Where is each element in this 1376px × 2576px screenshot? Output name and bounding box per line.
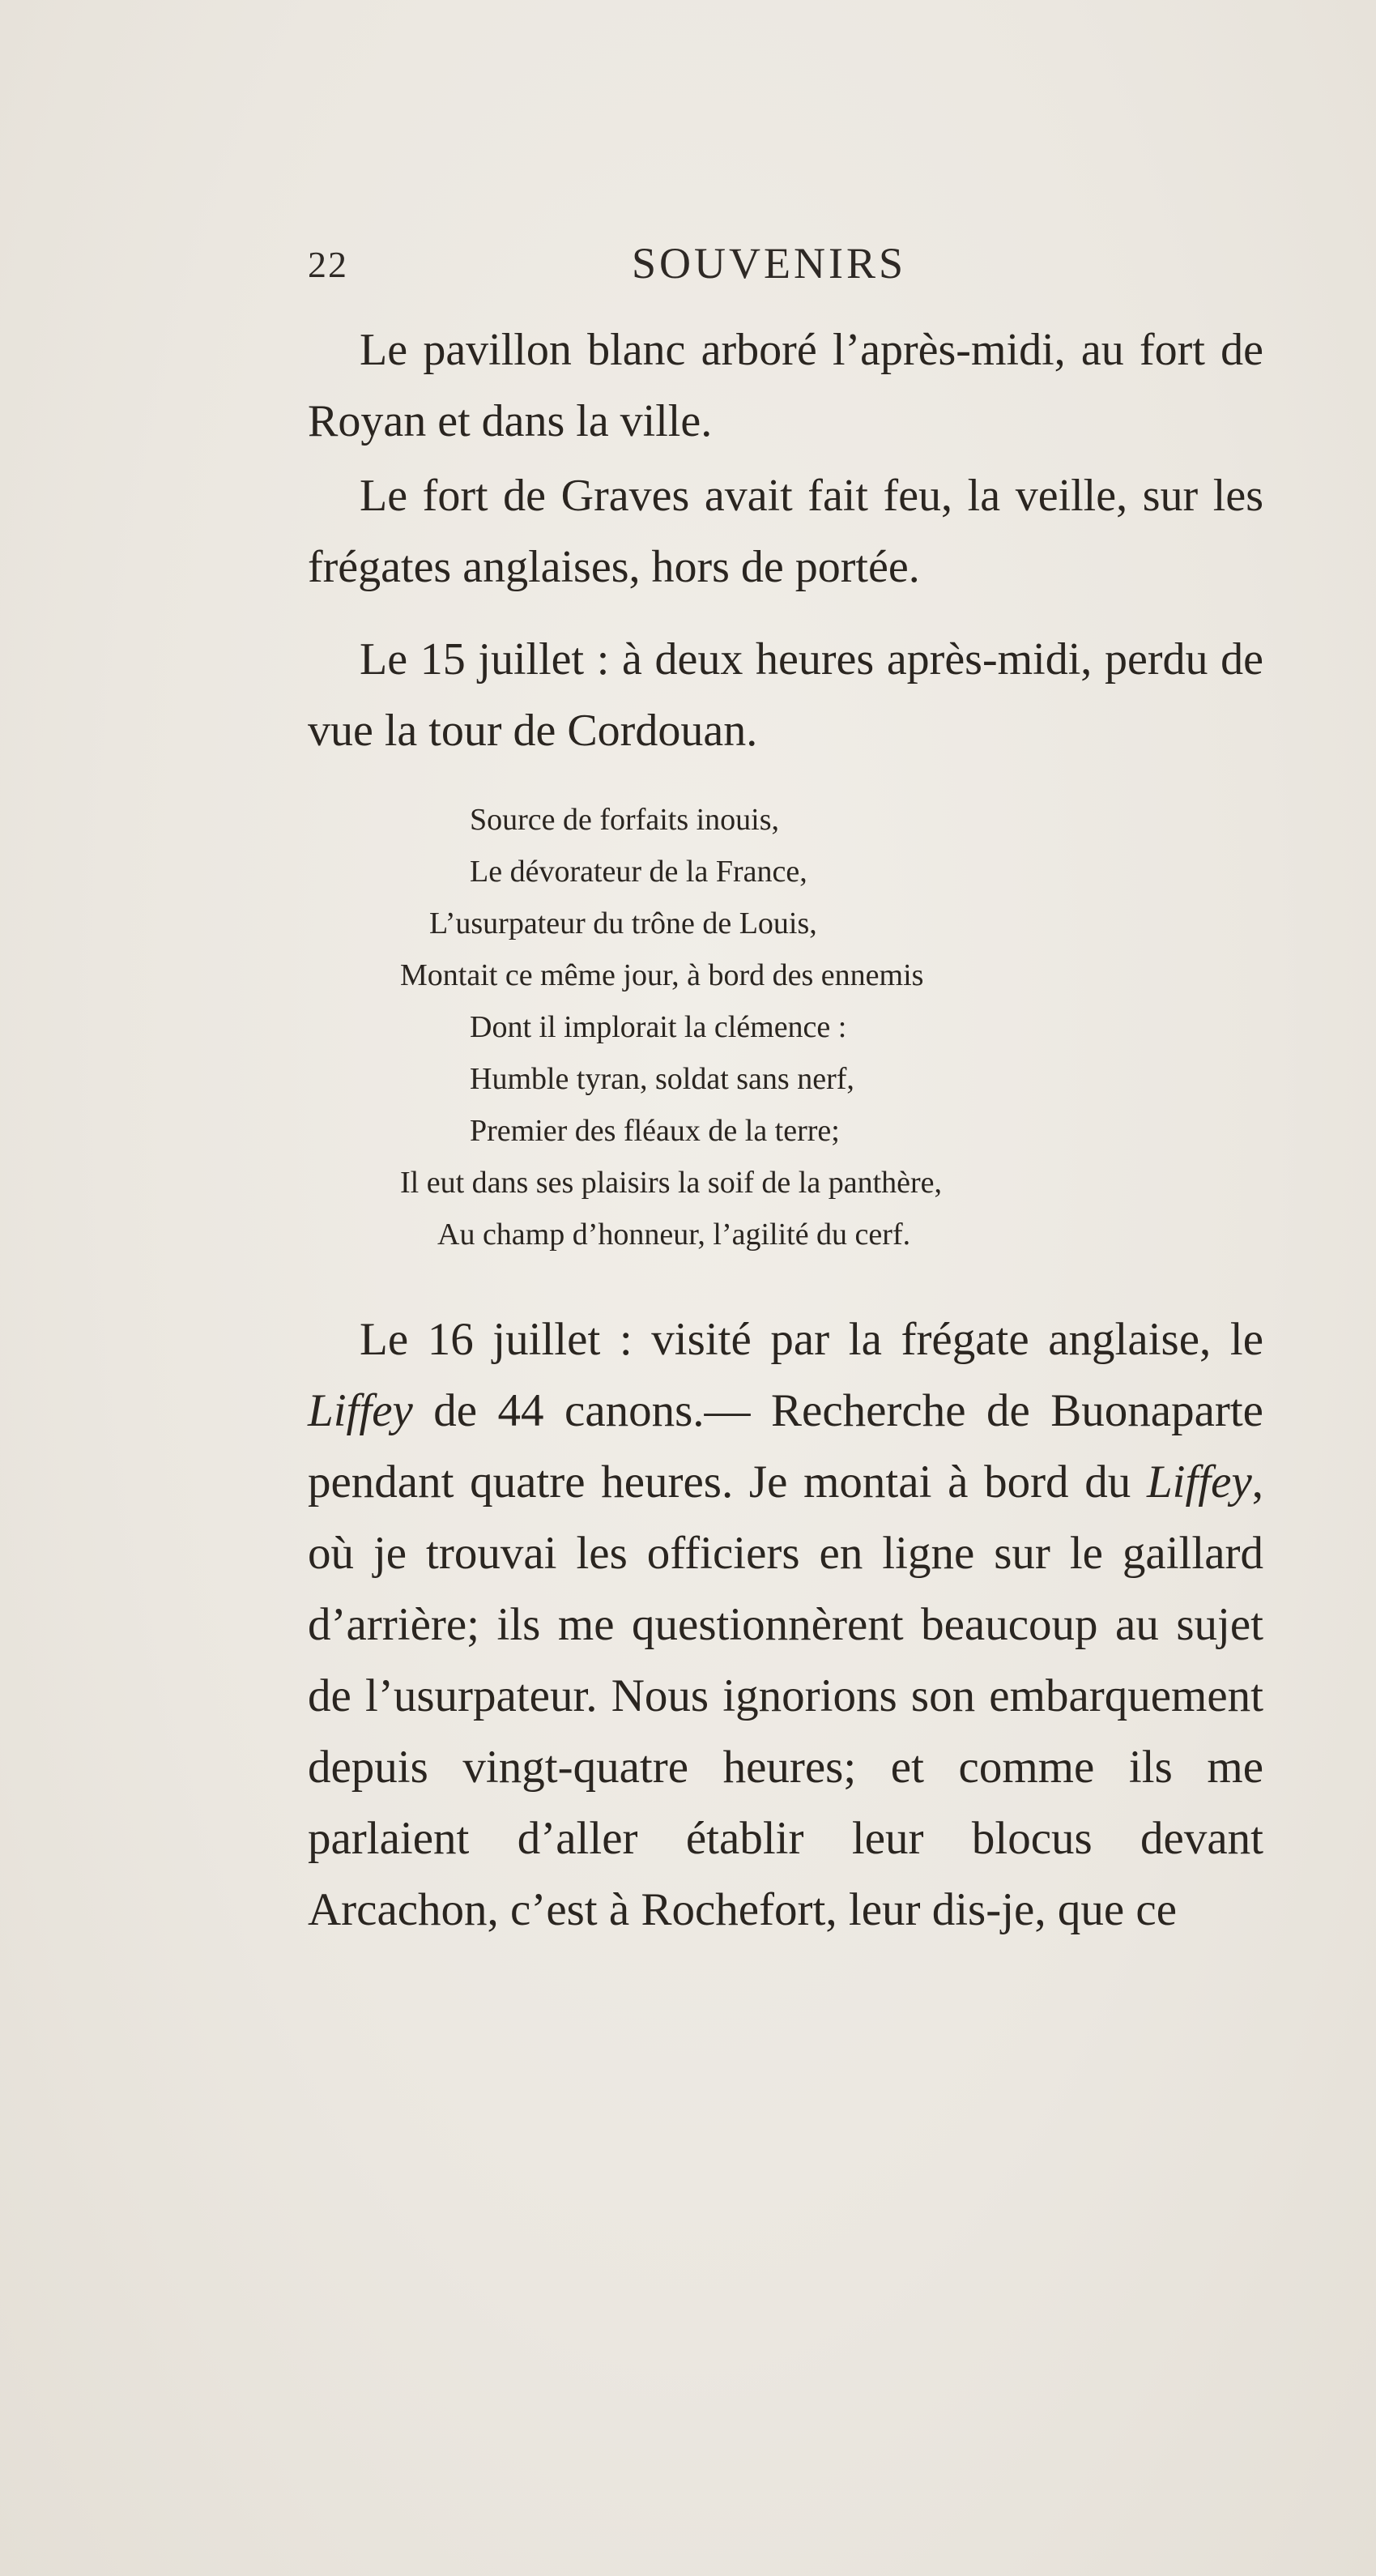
poem-stanza — [389, 794, 1199, 1260]
paragraph-fort-graves: Le fort de Graves avait fait feu, la veille, sur les frégates anglaises, hors de portée. — [308, 471, 1263, 592]
poem-line: Dont il implorait la clémence : — [470, 1010, 847, 1044]
running-head — [308, 239, 1263, 300]
poem-line: Humble tyran, soldat sans nerf, — [470, 1062, 854, 1096]
paragraph-white-flag: Le pavillon blanc arboré l’après-midi, au fort de Royan et dans la ville. — [308, 325, 1263, 446]
paragraph-16-july — [308, 1304, 1263, 1946]
poem-line: L’usurpateur du trône de Louis, — [429, 906, 817, 940]
poem-line: Il eut dans ses plaisirs la soif de la panthère, — [400, 1166, 943, 1200]
poem-line: Source de forfaits inouis, — [470, 803, 780, 837]
paragraph-text: de 44 canons.— Recherche de Buonaparte pendant quatre heures. Je montai à bord du — [308, 1385, 1263, 1508]
poem-line: Montait ce même jour, à bord des ennemis — [400, 958, 924, 992]
running-title: SOUVENIRS — [632, 239, 907, 288]
ship-name: Liffey — [308, 1385, 413, 1436]
poem-line: Au champ d’honneur, l’agilité du cerf. — [437, 1218, 911, 1252]
paragraph-text: Le 16 juillet : visité par la frégate anglaise, le — [360, 1314, 1263, 1365]
poem-line: Le dévorateur de la France, — [470, 855, 807, 889]
poem-line: Premier des fléaux de la terre; — [470, 1114, 840, 1148]
paragraph-text: , où je trouvai les officiers en ligne sur le gaillard d’arrière; ils me questionnèrent beaucoup au sujet de l’usurpateur. Nous ignorions son embarquement depuis vingt-quatre heures; et comme ils me parlaient d’aller établir leur blocus devant Arcachon, c’est à Rochefort, leur dis-je, que ce — [308, 1456, 1263, 1935]
ship-name: Liffey — [1146, 1456, 1252, 1508]
paragraph-15-july: Le 15 juillet : à deux heures après-midi, perdu de vue la tour de Cordouan. — [308, 634, 1263, 756]
page-number: 22 — [308, 244, 348, 285]
